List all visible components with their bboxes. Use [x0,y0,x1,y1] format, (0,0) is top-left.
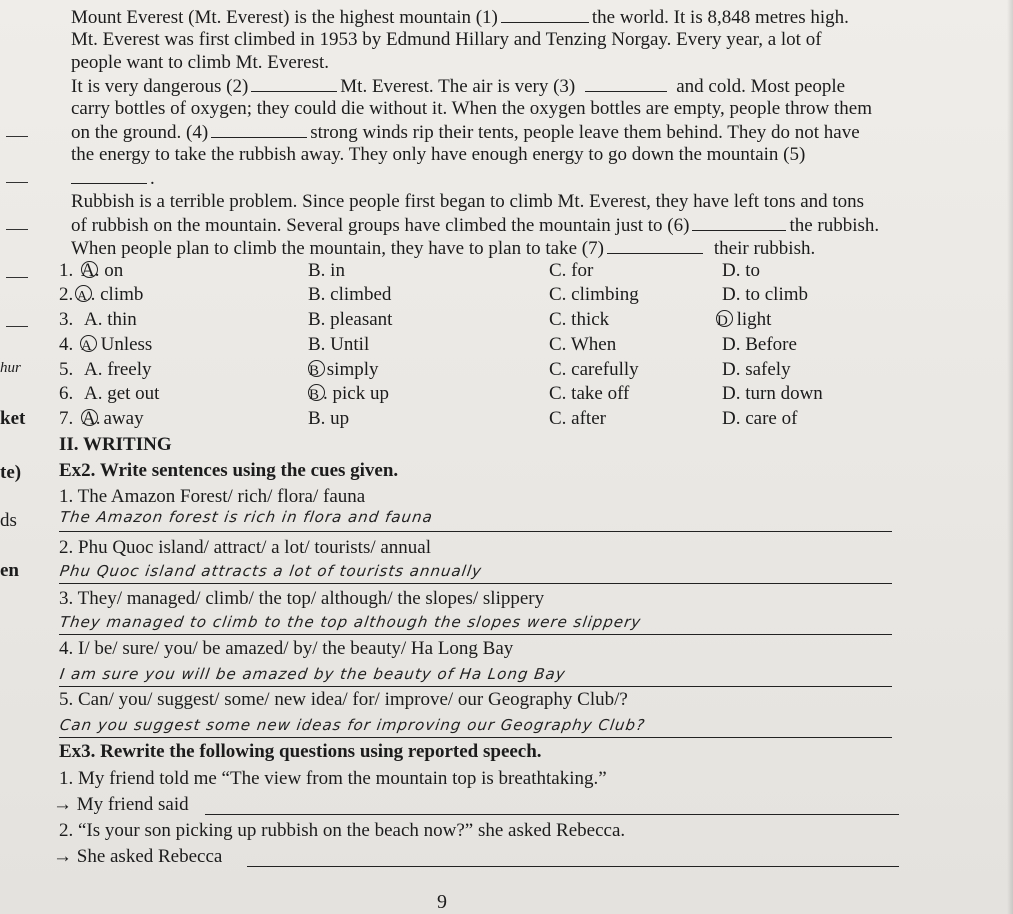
text: C. climbing [549,284,639,305]
passage-line [71,214,879,237]
text: ket [0,408,26,429]
option-5d[interactable] [722,359,791,381]
text: 6. [59,383,74,404]
passage-line [71,121,860,144]
passage-line [71,237,815,260]
option-6d[interactable] [722,383,823,405]
margin-fragment [0,560,19,582]
option-4b[interactable] [308,334,369,356]
text: 5. [59,359,74,380]
text: the world. It is 8,848 metres high. [591,7,849,28]
text: light [736,309,772,330]
text: → My friend said [53,794,189,815]
text: II. WRITING [59,434,172,455]
text: te) [0,462,22,483]
blank-6[interactable] [692,214,786,231]
answer-line [59,736,892,738]
blank-7[interactable] [607,237,703,254]
text: A [81,338,92,354]
blank-2[interactable] [251,75,337,92]
passage-line [71,75,845,98]
text: When people plan to climb the mountain, they have to plan to take (7) [71,238,604,259]
passage-line [71,167,155,190]
text: B. pleasant [308,309,393,330]
text: 3. They/ managed/ climb/ the top/ although/ the slopes/ slippery [59,588,545,609]
text: A. [77,289,91,304]
ex2-cue-3 [59,588,544,610]
text: C. When [549,334,617,355]
text: hur [0,360,21,376]
text: 9 [437,891,447,913]
question-5-number [59,359,73,381]
question-6-number [59,383,73,405]
option-2d[interactable] [722,284,808,306]
option-3b[interactable] [308,309,392,331]
text: of rubbish on the mountain. Several groups have climbed the mountain just to (6) [71,215,690,236]
text: simply [326,359,379,380]
option-4d[interactable] [722,334,797,356]
answer-line [59,530,892,532]
text: D. to [722,260,760,281]
text: A. freely [84,359,152,380]
passage-line [71,98,872,120]
option-2b[interactable] [308,284,391,306]
text: 2. “Is your son picking up rubbish on the beach now?” she asked Rebecca. [59,820,626,841]
text: A. get out [84,383,160,404]
margin-fragment [0,462,21,484]
blank-3[interactable] [585,75,667,92]
text: Mount Everest (Mt. Everest) is the highest mountain (1) [71,7,498,28]
text: carry bottles of oxygen; they could die without it. When the oxygen bottles are empty, people throw them [71,98,872,119]
blank-5[interactable] [71,167,147,184]
text: people want to climb Mt. Everest. [71,52,330,73]
answer-line [59,582,892,584]
text: Mt. Everest. The air is very (3) [340,76,576,97]
blank-1[interactable] [501,6,589,23]
handwritten-answer-1[interactable] [59,507,435,527]
text: B. up [308,408,350,429]
answer-line[interactable] [247,865,899,867]
margin-fragment [0,510,17,532]
text: Ex2. Write sentences using the cues given. [59,460,399,481]
handwritten-answer-3[interactable] [59,612,643,632]
text: Mt. Everest was first climbed in 1953 by Edmund Hillary and Tenzing Norgay. Every year, a lot of [71,29,822,50]
option-7a[interactable] [84,408,144,430]
margin-dash [6,136,28,137]
text: . climb [90,284,144,305]
text: en [0,560,19,581]
question-7-number [59,408,73,430]
text: on the ground. (4) [71,122,209,143]
page-number [437,891,447,914]
text: strong winds rip their tents, people leave them behind. They do not have [310,122,860,143]
margin-dash [6,182,28,183]
text: B [309,363,320,379]
text: 4. [59,334,74,355]
text: D. to climb [722,284,809,305]
margin-dash [6,326,28,327]
text: and cold. Most people [676,76,846,97]
option-5b[interactable] [311,359,379,382]
text: B. in [308,260,345,281]
handwritten-answer-2[interactable] [59,561,484,581]
option-4a[interactable] [83,334,152,357]
page-edge-shadow [1007,0,1013,914]
option-5a[interactable] [84,359,152,381]
question-1-number [59,260,73,282]
text: The Amazon forest is rich in flora and fauna [58,508,435,526]
answer-line [59,633,892,635]
ex3-question-2 [59,820,625,842]
handwritten-answer-4[interactable] [59,664,568,684]
question-4-number [59,334,73,356]
text: the rubbish. [789,215,880,236]
text: B [309,387,320,403]
option-7c[interactable] [549,408,606,430]
option-4c[interactable] [549,334,616,356]
text: . [150,168,155,189]
text: I am sure you will be amazed by the beauty of Ha Long Bay [58,665,567,683]
text: ds [0,510,17,531]
text: . pick up [323,383,389,404]
question-2-number [59,284,73,306]
text: 1. My friend told me “The view from the mountain top is breathtaking.” [59,768,607,789]
option-1c[interactable] [549,260,593,282]
text: They managed to climb to the top although the slopes were slippery [58,613,643,631]
section-title [59,434,172,456]
question-3-number [59,309,73,331]
option-3a[interactable] [84,309,137,331]
option-6b[interactable] [311,383,389,406]
text: D. care of [722,408,798,429]
passage-line [71,144,805,166]
margin-fragment [0,357,21,379]
text: A. [81,260,100,281]
option-1a[interactable] [81,260,124,282]
blank-4[interactable] [211,121,307,138]
option-3d[interactable] [719,309,771,332]
passage-line [71,6,849,29]
text: B. climbed [308,284,392,305]
option-3c[interactable] [549,309,609,331]
passage-line [71,191,864,213]
ex3-title [59,741,542,763]
option-2a[interactable] [78,284,143,308]
text: 2. [59,284,74,305]
text: Unless [100,334,153,355]
option-7b[interactable] [308,408,349,430]
text: C. after [549,408,606,429]
text: A. thin [84,309,137,330]
ex2-cue-5 [59,689,628,711]
passage-line [71,29,822,51]
option-7d[interactable] [722,408,797,430]
text: D. safely [722,359,791,380]
text: 2. Phu Quoc island/ attract/ a lot/ tourists/ annual [59,537,432,558]
text: 1. [59,260,74,281]
text: C. carefully [549,359,639,380]
option-1d[interactable] [722,260,760,282]
text: the energy to take the rubbish away. They only have enough energy to go down the mountain (5) [71,144,806,165]
option-5c[interactable] [549,359,639,381]
ex3-question-1 [59,768,607,790]
ex2-cue-4 [59,638,513,660]
text: 4. I/ be/ sure/ you/ be amazed/ by/ the beauty/ Ha Long Bay [59,638,514,659]
text: 1. The Amazon Forest/ rich/ flora/ fauna [59,486,366,507]
text: Ex3. Rewrite the following questions using reported speech. [59,741,542,762]
passage-line [71,52,329,74]
text: 7. [59,408,74,429]
margin-dash [6,229,28,230]
ex3-prompt-2 [53,846,222,868]
text: D. Before [722,334,797,355]
option-6a[interactable] [84,383,159,405]
answer-line [59,685,892,687]
text: their rubbish. [713,238,816,259]
text: C. for [549,260,594,281]
option-6c[interactable] [549,383,629,405]
text: → She asked Rebecca [53,846,223,867]
handwritten-answer-5[interactable] [59,715,647,735]
text: D. turn down [722,383,823,404]
text: 3. [59,309,74,330]
ex2-cue-2 [59,537,431,559]
ex2-cue-1 [59,486,365,508]
text: D [717,313,728,329]
text: on [104,260,124,281]
margin-dash [6,277,28,278]
text: C. thick [549,309,610,330]
option-2c[interactable] [549,284,639,306]
text: away [103,408,144,429]
margin-fragment [0,408,25,430]
answer-line[interactable] [205,813,899,815]
text: A. [82,408,101,429]
text: C. take off [549,383,630,404]
option-1b[interactable] [308,260,345,282]
text: B. Until [308,334,370,355]
ex3-prompt-1 [53,794,189,816]
ex2-title [59,460,398,482]
text: Rubbish is a terrible problem. Since people first began to climb Mt. Everest, they have left tons and tons [71,191,865,212]
text: 5. Can/ you/ suggest/ some/ new idea/ for/ improve/ our Geography Club/? [59,689,628,710]
text: Can you suggest some new ideas for improving our Geography Club? [58,716,647,734]
text: It is very dangerous (2) [71,76,249,97]
text: Phu Quoc island attracts a lot of tourists annually [58,562,484,580]
